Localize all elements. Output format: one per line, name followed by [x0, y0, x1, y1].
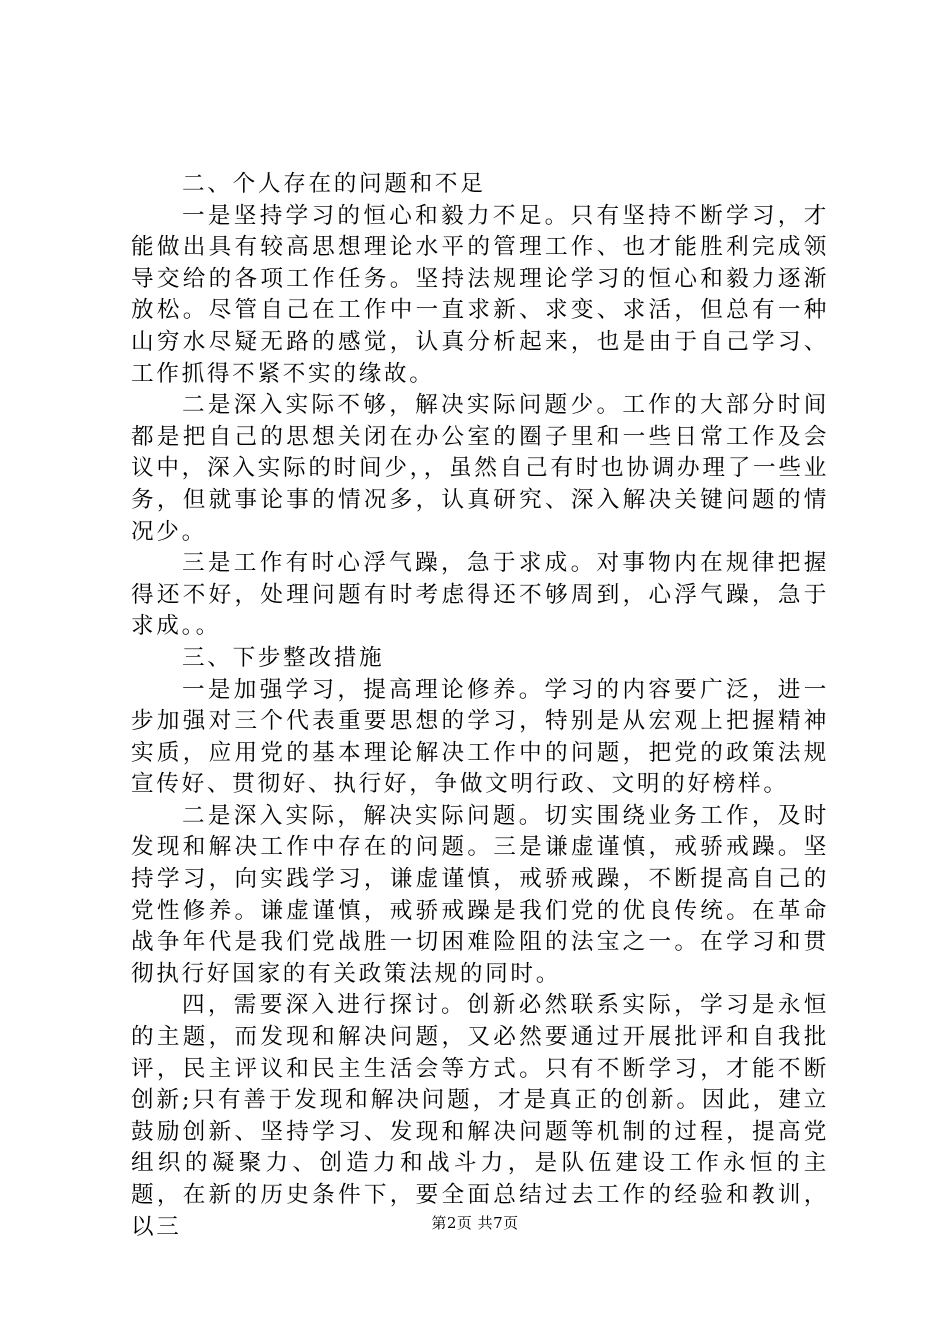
paragraph-measure-1: 一是加强学习，提高理论修养。学习的内容要广泛，进一步加强对三个代表重要思想的学习，特别是从宏观上把握精神实质，应用党的基本理论解决工作中的问题，把党的政策法规宣传好、贯彻好、执行好，争做文明行政、文明的好榜样。 [131, 676, 829, 798]
paragraph-problem-1: 一是坚持学习的恒心和毅力不足。只有坚持不断学习，才能做出具有较高思想理论水平的管理工作、也才能胜利完成领导交给的各项工作任务。坚持法规理论学习的恒心和毅力逐渐放松。尽管自己在工作中一直求新、求变、求活，但总有一种山穷水尽疑无路的感觉，认真分析起来，也是由于自己学习、工作抓得不紧不实的缘故。 [131, 202, 829, 387]
paragraph-measure-2: 二是深入实际，解决实际问题。切实围绕业务工作，及时发现和解决工作中存在的问题。三是谦虚谨慎，戒骄戒躁。坚持学习，向实践学习，谦虚谨慎，戒骄戒躁，不断提高自己的党性修养。谦虚谨慎，戒骄戒躁是我们党的优良传统。在革命战争年代是我们党战胜一切困难险阻的法宝之一。在学习和贯彻执行好国家的有关政策法规的同时。 [131, 802, 829, 987]
section-heading-problems: 二、个人存在的问题和不足 [182, 171, 486, 197]
section-heading-measures: 三、下步整改措施 [182, 644, 385, 671]
page-footer: 第2页 共7页 [431, 1214, 519, 1232]
paragraph-problem-2: 二是深入实际不够，解决实际问题少。工作的大部分时间都是把自己的思想关闭在办公室的圈子里和一些日常工作及会议中，深入实际的时间少，，虽然自己有时也协调办理了一些业务，但就事论事的情况多，认真研究、深入解决关键问题的情况少。 [131, 392, 829, 545]
document-body [131, 169, 829, 1243]
paragraph-problem-3: 三是工作有时心浮气躁，急于求成。对事物内在规律把握得还不好，处理问题有时考虑得还不够周到，心浮气躁，急于求成。。 [131, 550, 829, 640]
paragraph-section-4: 四，需要深入进行探讨。创新必然联系实际，学习是永恒的主题，而发现和解决问题，又必然要通过开展批评和自我批评，民主评议和民主生活会等方式。只有不断学习，才能不断创新;只有善于发现和解决问题，才是真正的创新。因此，建立鼓励创新、坚持学习、发现和解决问题等机制的过程，提高党组织的凝聚力、创造力和战斗力，是队伍建设工作永恒的主题，在新的历史条件下，要全面总结过去工作的经验和教训，以三 [131, 992, 829, 1240]
